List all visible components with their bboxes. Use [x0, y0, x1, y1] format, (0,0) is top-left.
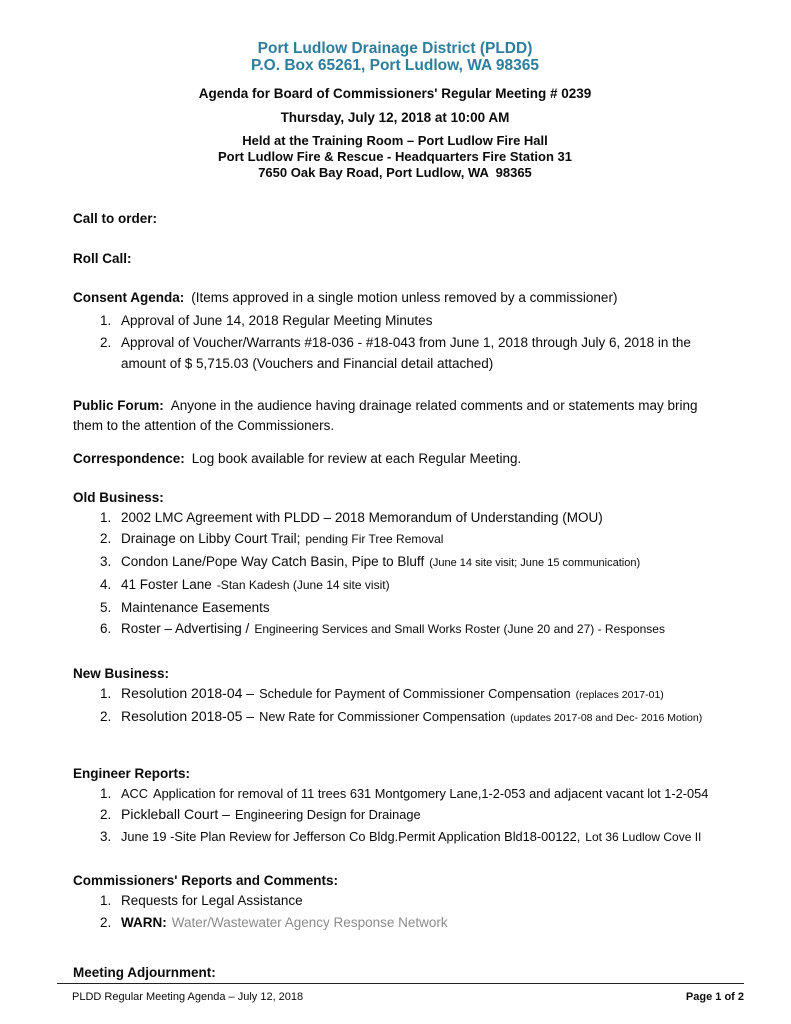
item-text: [121, 683, 717, 707]
section-heading: Consent Agenda:: [73, 290, 185, 305]
item-note-text: -Stan Kadesh (June 14 site visit): [216, 578, 390, 592]
section-heading: Engineer Reports:: [73, 765, 191, 781]
list-item: [73, 574, 717, 597]
item-number: 1.: [100, 785, 112, 801]
item-text: [121, 551, 717, 575]
item-number: 1.: [100, 685, 112, 701]
item-main-text: Drainage on Libby Court Trail;: [121, 531, 301, 546]
new-business-list: [73, 683, 717, 730]
list-item: [73, 706, 717, 730]
section-roll-call: [73, 251, 717, 266]
item-text: Approval of June 14, 2018 Regular Meeting Minutes: [121, 313, 433, 328]
item-text: [121, 706, 717, 730]
item-main-text: Condon Lane/Pope Way Catch Basin, Pipe to Bluff: [121, 553, 425, 569]
list-item: [73, 683, 717, 707]
item-text: [121, 574, 717, 597]
item-note-text: (replaces 2017-01): [575, 688, 664, 701]
section-heading: Call to order:: [73, 211, 158, 226]
item-number: 6.: [100, 621, 112, 636]
list-item: [73, 890, 717, 912]
item-number: 3.: [100, 828, 112, 844]
section-correspondence: [73, 449, 717, 469]
list-item: [73, 618, 717, 641]
item-note-text: Engineering Services and Small Works Roster (June 20 and 27) - Responses: [254, 622, 665, 636]
item-main-text: Resolution 2018-05 –: [121, 708, 255, 724]
list-item: [73, 804, 717, 826]
org-address: P.O. Box 65261, Port Ludlow, WA 98365: [251, 57, 539, 74]
section-new-business: [73, 666, 717, 730]
section-public-forum: [73, 396, 717, 436]
section-heading: Correspondence:: [73, 450, 185, 466]
item-main-text: ACC: [121, 785, 149, 801]
item-note-text: (updates 2017-08 and Dec- 2016 Motion): [510, 712, 703, 724]
consent-agenda-intro: [73, 288, 717, 308]
item-number: 2.: [100, 709, 112, 724]
list-item: [73, 310, 717, 332]
item-detail-text: New Rate for Commissioner Compensation: [259, 709, 506, 724]
item-text: [121, 507, 717, 529]
meeting-location-line: Port Ludlow Fire & Rescue - Headquarters Fire Station 31: [218, 149, 572, 164]
section-consent-agenda: [73, 288, 717, 375]
section-heading: New Business:: [73, 665, 170, 681]
public-forum-paragraph: [73, 396, 717, 436]
item-text: [121, 783, 717, 805]
item-detail-text: Application for removal of 11 trees 631 Montgomery Lane,1-2-053 and adjacent vacant lot 1-2-054: [153, 785, 709, 801]
consent-agenda-list: [73, 310, 717, 375]
item-main-text: Resolution 2018-04 –: [121, 684, 255, 701]
item-note-text: Lot 36 Ludlow Cove II: [585, 829, 702, 844]
meeting-datetime: Thursday, July 12, 2018 at 10:00 AM: [280, 110, 510, 125]
item-number: 1.: [100, 893, 112, 908]
engineer-reports-list: [73, 783, 717, 849]
document-header: [73, 40, 717, 181]
item-main-text: 41 Foster Lane: [121, 577, 212, 592]
footer-page-number: Page 1 of 2: [685, 991, 744, 1003]
section-engineer-reports: [73, 766, 717, 849]
list-item: [73, 597, 717, 619]
item-text: [121, 826, 717, 849]
item-number: 2.: [100, 914, 112, 930]
item-number: 5.: [100, 599, 112, 615]
section-heading: Old Business:: [73, 489, 164, 505]
list-item: [73, 528, 717, 551]
item-text: [121, 597, 717, 619]
item-text: [121, 804, 717, 826]
warn-label: WARN:: [121, 914, 167, 930]
item-note-text: pending Fir Tree Removal: [305, 532, 444, 546]
item-detail-text: Engineering Design for Drainage: [234, 807, 421, 822]
meeting-location-line: Held at the Training Room – Port Ludlow Fire Hall: [242, 133, 548, 148]
list-item: [73, 507, 717, 529]
warn-description: Water/Wastewater Agency Response Network: [171, 914, 448, 930]
section-old-business: [73, 490, 717, 641]
document-footer: [57, 983, 744, 1003]
item-text: Approval of Voucher/Warrants #18-036 - #18-043 from June 1, 2018 through July 6, 2018 in the amount of $ 5,715.03 (Vouchers and Financial detail attached): [121, 334, 691, 371]
item-text: [121, 528, 717, 551]
section-heading: Meeting Adjournment:: [73, 965, 216, 980]
list-item: [73, 332, 717, 375]
section-heading: Public Forum:: [73, 397, 164, 413]
org-name: Port Ludlow Drainage District (PLDD): [257, 40, 533, 57]
commissioners-reports-list: [73, 890, 717, 933]
item-note-text: (June 14 site visit; June 15 communication): [429, 556, 641, 569]
item-main-text: Pickleball Court –: [121, 806, 230, 822]
item-number: 2.: [100, 334, 112, 350]
item-main-text: 2002 LMC Agreement with PLDD – 2018 Memorandum of Understanding (MOU): [121, 509, 603, 525]
item-number: 4.: [100, 577, 112, 592]
section-heading: Commissioners' Reports and Comments:: [73, 873, 339, 888]
section-heading: Roll Call:: [73, 251, 132, 266]
section-commissioners-reports: [73, 873, 717, 933]
item-main-text: June 19 -Site Plan Review for Jefferson Co Bldg.Permit Application Bld18-00122,: [121, 828, 581, 844]
footer-document-title: PLDD Regular Meeting Agenda – July 12, 2018: [72, 991, 304, 1003]
section-note: (Items approved in a single motion unless removed by a commissioner): [191, 290, 618, 305]
item-number: 1.: [100, 313, 112, 328]
section-call-to-order: [73, 211, 717, 226]
item-main-text: Maintenance Easements: [121, 599, 270, 615]
item-text: [121, 618, 717, 641]
item-number: 3.: [100, 553, 112, 569]
correspondence-paragraph: [73, 449, 717, 469]
section-meeting-adjournment: [73, 965, 717, 980]
list-item: [73, 912, 717, 934]
item-number: 2.: [100, 531, 112, 546]
list-item: [73, 551, 717, 575]
item-main-text: Roster – Advertising /: [121, 621, 250, 636]
meeting-location-line: 7650 Oak Bay Road, Port Ludlow, WA 98365: [258, 165, 532, 180]
section-text: Anyone in the audience having drainage related comments and or statements may bring them to the attention of the Commissioners.: [73, 397, 698, 433]
section-text: Log book available for review at each Regular Meeting.: [191, 450, 522, 466]
old-business-list: [73, 507, 717, 641]
list-item: [73, 783, 717, 805]
list-item: [73, 826, 717, 849]
agenda-title: Agenda for Board of Commissioners' Regular Meeting # 0239: [198, 86, 592, 101]
item-text: [121, 912, 717, 934]
item-main-text: Requests for Legal Assistance: [121, 893, 303, 908]
item-number: 1.: [100, 509, 112, 525]
item-text: [121, 890, 717, 912]
item-number: 2.: [100, 807, 112, 822]
item-detail-text: Schedule for Payment of Commissioner Compensation: [259, 685, 571, 701]
